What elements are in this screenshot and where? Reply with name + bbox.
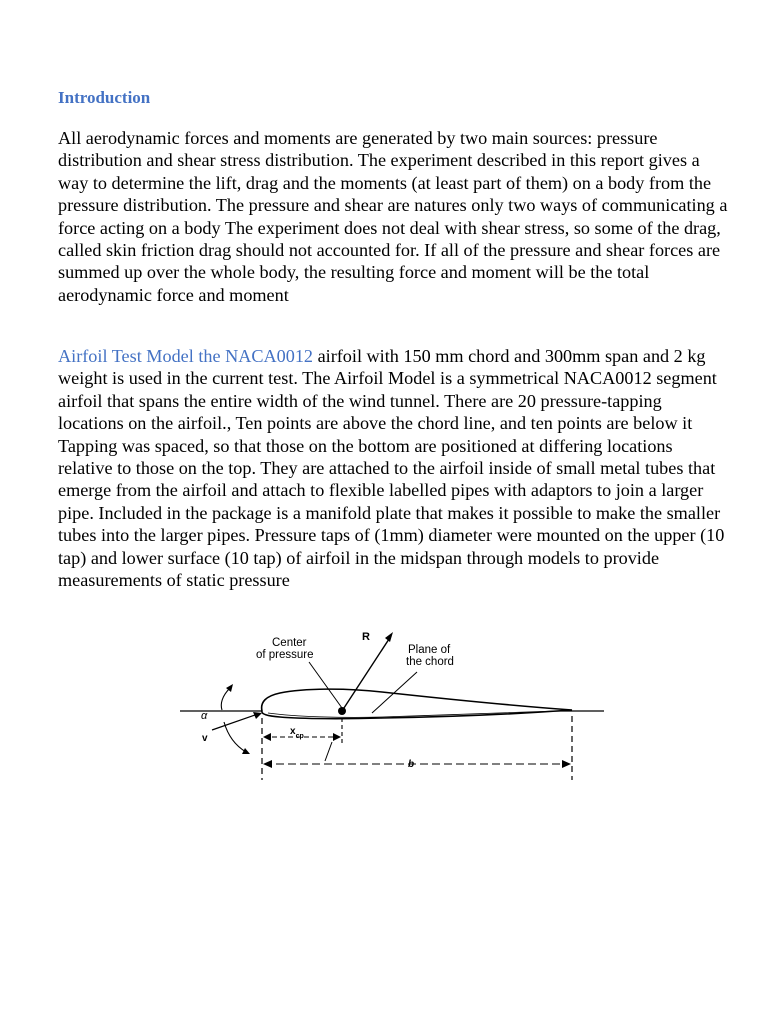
airfoil-model-text: airfoil with 150 mm chord and 300mm span and 2 kg weight is used in the current test. The Airfoil Model is a symmetrical NACA0012 segment airfoil that spans the entire width of the wind tunnel. There are 20 pressure-tapping locations on the airfoil., Ten points are above the chord line, and ten points are below it Tapping was spaced, so that those on the bottom are positioned at differing locations relative to those on the top. They are attached to the airfoil inside of small metal tubes that emerge from the airfoil and attach to flexible labelled pipes with adaptors to join a larger pipe. Included in the package is a manifold plate that makes it possible to make the smaller tubes into the larger pipes. Pressure taps of (1mm) diameter were mounted on the upper (10 tap) and lower surface (10 tap) of airfoil in the midspan through models to provide measurements of static pressure [58, 346, 725, 591]
label-center: Center [272, 637, 307, 649]
resultant-arrowhead [385, 632, 393, 642]
label-resultant-force: R [362, 631, 370, 643]
label-the-chord: the chord [406, 656, 454, 668]
introduction-paragraph: All aerodynamic forces and moments are generated by two main sources: pressure distribution and shear stress distribution. The experiment described in this report gives a way to determine the lift, drag and the moments (at least part of them) on a body from the pressure distribution. The pressure and shear are natures only two ways of communicating a force acting on a body The experiment does not deal with shear stress, so some of the drag, called skin friction drag should not accounted for. If all of the pressure and shear forces are summed up over the whole body, the resulting force and moment will be the total aerodynamic force and moment [58, 128, 728, 305]
airfoil-model-paragraph [58, 345, 730, 591]
xcp-left-arrowhead [263, 733, 271, 741]
label-xcp-subscript: cp [295, 733, 304, 740]
airfoil-diagram [176, 622, 608, 784]
angle-of-attack-arc-lower [224, 722, 246, 752]
airfoil-shape [262, 689, 572, 719]
cp-slash-mark [325, 742, 332, 761]
label-plane-of: Plane of [408, 644, 451, 656]
section-heading: Introduction [58, 88, 151, 107]
label-alpha: α [201, 710, 208, 722]
label-xcp-main: x [290, 726, 296, 737]
airfoil-test-model-link[interactable]: Airfoil Test Model the NACA0012 [58, 346, 314, 366]
chord-left-arrowhead [263, 760, 272, 768]
label-xcp [290, 726, 304, 740]
velocity-arrow [212, 714, 258, 730]
xcp-right-arrowhead [333, 733, 341, 741]
angle-arc-lower-arrowhead [242, 748, 250, 754]
label-of-pressure: of pressure [256, 649, 314, 661]
angle-of-attack-arc-upper [221, 688, 230, 710]
label-chord-length: b [408, 759, 415, 770]
center-of-pressure-point [338, 707, 346, 715]
chord-right-arrowhead [562, 760, 571, 768]
label-velocity: v [202, 733, 208, 744]
